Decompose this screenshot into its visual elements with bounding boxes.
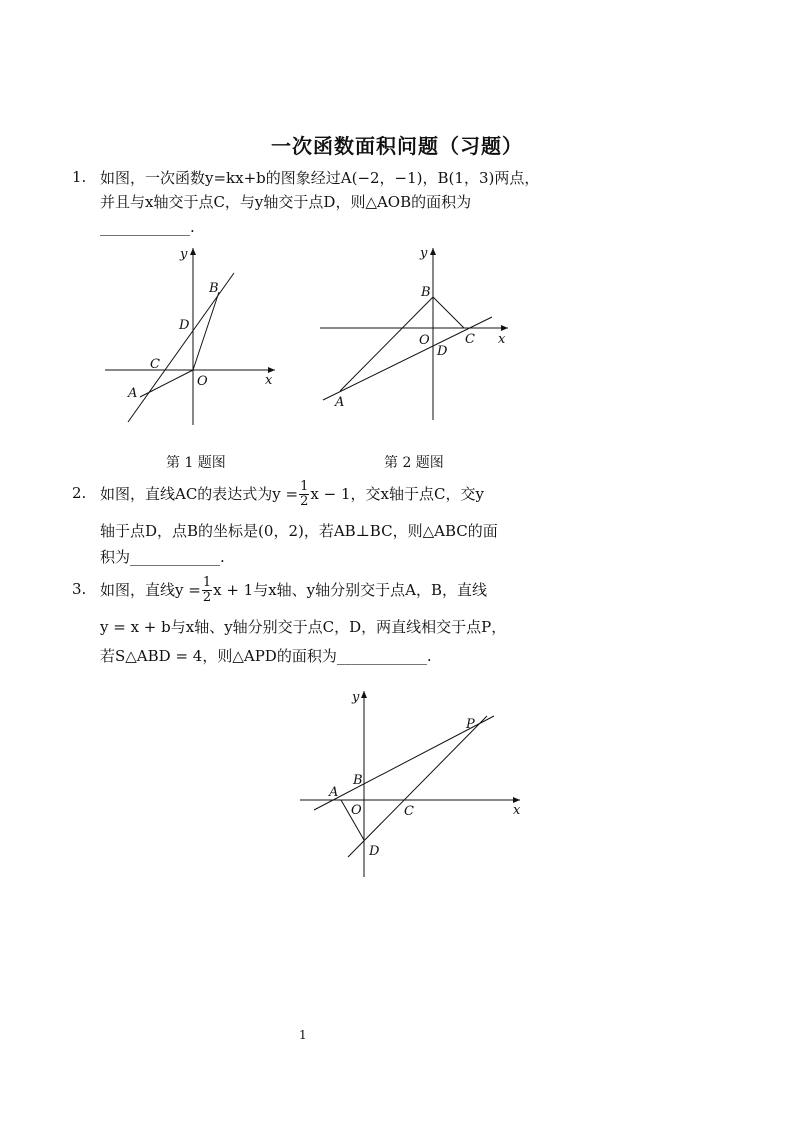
- fig2-line-ac: [323, 317, 492, 400]
- problem-2-line-3: 积为____________.: [100, 548, 225, 566]
- fig3-label-p: P: [466, 717, 475, 732]
- problem-3-fraction-num: 1: [202, 574, 212, 590]
- fig1-label-b: B: [209, 281, 219, 296]
- figure-3: [296, 685, 528, 880]
- fig1-label-x: x: [265, 373, 273, 388]
- problem-2-line-1-a: 如图，直线AC的表达式为y =: [100, 485, 299, 503]
- problem-2-fraction-den: 2: [300, 493, 309, 509]
- fig3-label-a: A: [329, 785, 339, 800]
- fig1-segment-ao: [140, 370, 193, 397]
- figure-1: [100, 240, 285, 430]
- problem-3-line-3: 若S△ABD = 4，则△APD的面积为____________.: [100, 647, 432, 665]
- fig2-label-o: O: [419, 333, 430, 348]
- figure-2-caption: 第 2 题图: [384, 455, 444, 471]
- fig3-label-o: O: [351, 803, 362, 818]
- problem-2-fraction: [299, 480, 309, 509]
- fig1-segment-ob: [193, 292, 219, 370]
- fig3-label-c: C: [404, 804, 414, 819]
- fig1-label-c: C: [150, 357, 160, 372]
- page-title: 一次函数面积问题（习题）: [271, 134, 523, 158]
- problem-1-answer-blank: ____________.: [100, 218, 195, 236]
- fig3-line-cd: [348, 716, 487, 857]
- fig1-label-y: y: [180, 247, 188, 262]
- problem-3-number: 3.: [72, 580, 87, 598]
- fig3-label-d: D: [369, 844, 380, 859]
- problem-1-line-2: 并且与x轴交于点C，与y轴交于点D，则△AOB的面积为: [100, 193, 472, 211]
- fig2-label-d: D: [437, 344, 448, 359]
- fig3-label-x: x: [513, 803, 521, 818]
- page-number: 1: [299, 1028, 307, 1042]
- problem-2-line-1-b: x − 1，交x轴于点C，交y: [310, 485, 484, 503]
- fig2-label-b: B: [421, 285, 431, 300]
- fig2-label-x: x: [498, 332, 506, 347]
- problem-2-fraction-num: 1: [300, 478, 309, 494]
- problem-3-fraction-den: 2: [202, 589, 212, 605]
- figure-2: [318, 240, 518, 425]
- fig1-label-d: D: [179, 318, 190, 333]
- problem-3-fraction: [202, 576, 212, 605]
- fig1-label-o: O: [197, 374, 208, 389]
- fig3-label-b: B: [353, 773, 363, 788]
- fig2-segment-bc: [433, 297, 464, 328]
- problem-2-line-2: 轴于点D，点B的坐标是(0，2)，若AB⊥BC，则△ABC的面: [100, 522, 498, 540]
- fig2-label-c: C: [465, 332, 475, 347]
- problem-3-line-1-b: x + 1与x轴、y轴分别交于点A，B，直线: [213, 581, 487, 599]
- problem-2-line-1: [100, 476, 484, 512]
- problem-3-line-1: [100, 572, 487, 608]
- fig1-label-a: A: [128, 386, 138, 401]
- problem-1-number: 1.: [72, 168, 87, 186]
- figure-1-caption: 第 1 题图: [166, 455, 226, 471]
- problem-2-number: 2.: [72, 484, 87, 502]
- problem-3-line-1-a: 如图，直线y =: [100, 581, 201, 599]
- fig2-label-a: A: [335, 395, 345, 410]
- fig3-label-y: y: [352, 690, 360, 705]
- problem-1-line-1: 如图，一次函数y=kx+b的图象经过A(−2，−1)，B(1，3)两点，: [100, 169, 540, 187]
- fig2-label-y: y: [420, 246, 428, 261]
- problem-3-line-2: y = x + b与x轴、y轴分别交于点C，D，两直线相交于点P，: [100, 618, 507, 636]
